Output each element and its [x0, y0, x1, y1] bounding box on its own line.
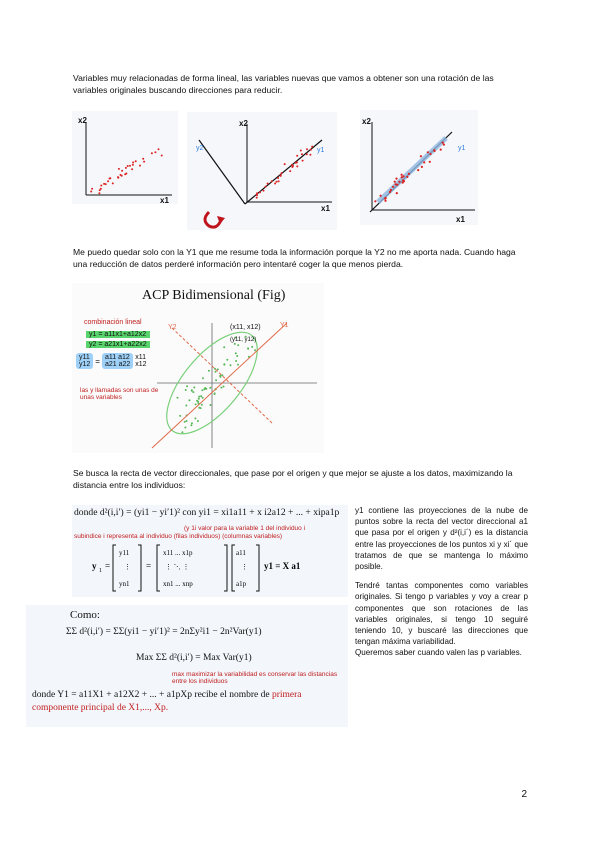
matrix-formula-svg	[72, 539, 348, 599]
scatter-dot	[192, 391, 194, 393]
scatter-dot	[198, 407, 200, 409]
axis-y2-label: y2	[196, 145, 204, 152]
scatter-dot	[256, 192, 258, 194]
scatter-dot	[109, 177, 111, 179]
scatter-dot	[280, 175, 282, 177]
scatter-dot	[420, 155, 422, 157]
scatter-dot	[296, 162, 298, 164]
scatter-dot	[90, 191, 92, 193]
sum-equation: ΣΣ d²(i,i′) = ΣΣ(yi1 − yi′1)² = 2nΣy²i1 − 2n²Var(y1)	[66, 627, 262, 637]
scatter-dot	[402, 175, 404, 177]
scatter-dot	[186, 385, 188, 387]
acp-y1-label: Y2	[168, 324, 177, 331]
scatter-dot	[195, 403, 197, 405]
scatter-dot	[274, 183, 276, 185]
axis-x1-label-2: x1	[321, 204, 330, 213]
vector-paragraph: Se busca la recta de vector direccionales, que pase por el origen y que mejor se ajuste a los datos, maximizando la distancia entre los individuos:	[73, 468, 513, 490]
acp-y2-label: Y1	[280, 322, 289, 329]
scatter-dot	[191, 389, 193, 391]
scatter-dot	[120, 174, 122, 176]
scatter-dot	[301, 153, 303, 155]
scatter-dot	[223, 346, 225, 348]
scatter-dot	[311, 146, 313, 148]
scatter-sketch-3	[360, 110, 478, 225]
scatter-dot	[181, 431, 183, 433]
scatter-dot	[158, 148, 160, 150]
distance-annotation-2: subindice i representa al individuo (filas individuos) (columnas variables)	[74, 533, 283, 540]
scatter-dot	[121, 170, 123, 172]
svg-text:a1p: a1p	[236, 580, 247, 588]
scatter-dot	[202, 397, 204, 399]
scatter-dot	[234, 343, 236, 345]
scatter-dot	[306, 153, 308, 155]
scatter-dot	[125, 173, 127, 175]
scatter-dot	[251, 346, 253, 348]
scatter-dot	[132, 164, 134, 166]
scatter-dot	[302, 160, 304, 162]
side-paragraph-1: y1 contiene las proyecciones de la nube de puntos sobre la recta del vector direccional a1 que pasa por el origen y d²(i,i´) es la distancia entre las proyecciones de los puntos xi y xi´ que tratamos de que se mantenga lo máximo posible.	[355, 506, 528, 572]
scatter-dot	[306, 148, 308, 150]
scatter-dot	[433, 149, 435, 151]
scatter-dot	[223, 364, 225, 366]
scatter-dot	[429, 153, 431, 155]
scatter-dot	[265, 186, 267, 188]
svg-text:x11 ... x1p: x11 ... x1p	[163, 549, 193, 557]
eq-y2-box: y2 = a21x1+a22x2	[86, 341, 150, 348]
scatter-dot	[117, 177, 119, 179]
svg-text:=: =	[105, 561, 111, 571]
scatter-dot	[105, 183, 107, 185]
matrix-equation: y11 y12 = a11 a12 a21 a22 x11 x12	[76, 353, 147, 369]
scatter-dot	[406, 176, 408, 178]
scatter-dot	[402, 182, 404, 184]
axis-x1-label: x1	[160, 196, 169, 204]
scatter-dot	[384, 200, 386, 202]
svg-text:a11: a11	[236, 549, 246, 557]
variance-formula-box	[26, 605, 348, 727]
scatter-dot	[390, 189, 392, 191]
axis-y1-label: y1	[317, 147, 325, 154]
side-text-column	[355, 505, 528, 667]
scatter-dot	[310, 149, 312, 151]
scatter-dot	[215, 379, 217, 381]
svg-text:⋮ ⋱ ⋮: ⋮ ⋱ ⋮	[165, 563, 190, 571]
scatter-dot	[296, 165, 298, 167]
scatter-dot	[161, 155, 163, 157]
distance-formula: donde d²(i,i′) = (yi1 − yi′1)² con yi1 = xi1a11 + x i2a12 + ... + xipa1p	[74, 507, 340, 518]
scatter-dot	[235, 352, 237, 354]
scatter-dot	[277, 177, 279, 179]
scatter-dot	[417, 169, 419, 171]
eq-y1-box: y1 = a11x1+a12x2	[86, 331, 150, 338]
scatter-dot	[202, 377, 204, 379]
scatter-dot	[190, 424, 192, 426]
scatter-dot	[201, 404, 203, 406]
como-label: Como:	[70, 609, 100, 621]
component-line	[32, 689, 344, 715]
scatter-dot	[184, 421, 186, 423]
scatter-dot	[201, 389, 203, 391]
scatter-dot	[421, 166, 423, 168]
scatter-dot	[198, 398, 200, 400]
combination-label: combinación lineal	[84, 319, 142, 326]
scatter-dot	[214, 392, 216, 394]
scatter-dot	[184, 427, 186, 429]
scatter-dot	[177, 397, 179, 399]
scatter-dot	[127, 165, 129, 167]
axis-x1-label-3: x1	[456, 215, 465, 224]
component-red: primera componente principal de X1,..., Xp.	[32, 690, 302, 713]
scatter-dot	[112, 182, 114, 184]
svg-text:y: y	[92, 561, 97, 571]
scatter-dot	[427, 151, 429, 153]
scatter-dot	[107, 180, 109, 182]
scatter-dot	[200, 395, 202, 397]
scatter-dot	[185, 389, 187, 391]
scatter-dot	[98, 192, 100, 194]
scatter-dot	[210, 404, 212, 406]
axis-y1-label-3: y1	[458, 145, 466, 152]
axis-x2-label-3: x2	[362, 117, 371, 126]
scatter-sketch-1-svg	[72, 111, 178, 204]
scatter-dot	[247, 348, 249, 350]
acp-point-label2: (y11, y12)	[230, 337, 257, 343]
scatter-dot	[392, 186, 394, 188]
scatter-dot	[235, 360, 237, 362]
scatter-dot	[132, 161, 134, 163]
scatter-dot	[396, 184, 398, 186]
scatter-dot	[215, 371, 217, 373]
intro-paragraph: Variables muy relacionadas de forma lineal, las variables nuevas que vamos a obtener son una rotación de las variables originales buscando direcciones para reducir.	[73, 73, 494, 95]
svg-text:⋮: ⋮	[241, 563, 248, 571]
scatter-dot	[203, 388, 205, 390]
scatter-dot	[118, 168, 120, 170]
scatter-dot	[256, 197, 258, 199]
scatter-dot	[129, 165, 131, 167]
scatter-dot	[380, 195, 382, 197]
scatter-dot	[254, 349, 256, 351]
scatter-dot	[263, 190, 265, 192]
distance-annotation: (y 1i valor para la variable 1 del individuo i	[184, 525, 306, 532]
scatter-dot	[271, 180, 273, 182]
axis-x2-label: x2	[78, 116, 87, 125]
svg-text:⋮: ⋮	[124, 563, 131, 571]
scatter-dot	[401, 174, 403, 176]
scatter-dot	[125, 167, 127, 169]
scatter-sketch-2-svg	[187, 112, 337, 230]
scatter-dot	[197, 401, 199, 403]
acp-point-label: (x11, x12)	[230, 324, 261, 331]
scatter-dot	[296, 155, 298, 157]
scatter-dot	[440, 149, 442, 151]
scatter-sketch-2	[187, 112, 337, 230]
scatter-dot	[185, 405, 187, 407]
scatter-dot	[384, 198, 386, 200]
scatter-dot	[209, 387, 211, 389]
scatter-dot	[131, 168, 133, 170]
scatter-dot	[100, 185, 102, 187]
scatter-sketch-1	[72, 111, 178, 204]
scatter-dot	[226, 359, 228, 361]
scatter-dot	[208, 370, 210, 372]
scatter-dot	[289, 170, 291, 172]
scatter-dot	[197, 420, 199, 422]
scatter-dot	[278, 180, 280, 182]
svg-text:y11: y11	[119, 549, 130, 557]
scatter-dot	[139, 165, 141, 167]
scatter-dot	[394, 181, 396, 183]
scatter-dot	[237, 364, 239, 366]
scatter-dot	[151, 152, 153, 154]
scatter-dot	[217, 368, 219, 370]
scatter-dot	[300, 150, 302, 152]
scatter-dot	[267, 183, 269, 185]
axis-x2-label-2: x2	[239, 119, 248, 128]
scatter-dot	[154, 151, 156, 153]
scatter-dot	[188, 399, 190, 401]
scatter-dot	[408, 173, 410, 175]
max-equation: Max ΣΣ d²(i,i′) = Max Var(y1)	[136, 653, 252, 663]
scatter-dot	[191, 422, 193, 424]
side-paragraph-3: Queremos saber cuando valen las p variables.	[355, 648, 522, 658]
scatter-dot	[443, 144, 445, 146]
scatter-dot	[219, 376, 221, 378]
scatter-dot	[256, 194, 258, 196]
matrix-eq-label: y1 = X a1	[264, 561, 301, 571]
scatter-dot	[429, 161, 431, 163]
scatter-dot	[237, 344, 239, 346]
page-number: 2	[521, 789, 527, 800]
svg-text:yn1: yn1	[119, 580, 130, 588]
scatter-dot	[135, 160, 137, 162]
scatter-dot	[374, 200, 376, 202]
scatter-dot	[230, 364, 232, 366]
svg-text:xn1 ... xnp: xn1 ... xnp	[163, 580, 193, 588]
scatter-dot	[309, 154, 311, 156]
max-note: max maximizar la variabilidad es conservar las distancias entre los individuos	[172, 671, 338, 685]
scatter-dot	[143, 161, 145, 163]
scatter-dot	[91, 188, 93, 190]
scatter-sketch-3-svg	[360, 110, 478, 225]
side-paragraph-2: Tendré tantas componentes como variables originales. Si tengo p variables y voy a crear p componentes que son rotaciones de las variables originales, si tengo 10 seguiré teniendo 10, y buscaré las direcciones que tengan máxima variabilidad.	[355, 581, 528, 647]
scatter-dot	[223, 386, 225, 388]
matrix-note: las y llamadas son unas de unas variables	[80, 387, 159, 401]
scatter-dot	[194, 417, 196, 419]
acp-bidimensional-figure	[72, 283, 324, 453]
scatter-dot	[186, 420, 188, 422]
reduction-paragraph: Me puedo quedar solo con la Y1 que me resume toda la información porque la Y2 no me aporta nada. Cuando haga una reducción de datos perderé información pero intentaré coger la que menos pierda.	[73, 247, 516, 269]
distance-formula-box	[72, 505, 348, 597]
scatter-dot	[259, 191, 261, 193]
scatter-dot	[389, 191, 391, 193]
scatter-dot	[292, 165, 294, 167]
scatter-dot	[396, 192, 398, 194]
scatter-dot	[398, 181, 400, 183]
scatter-dot	[281, 172, 283, 174]
scatter-dot	[395, 178, 397, 180]
scatter-dot	[423, 161, 425, 163]
scatter-dot	[198, 396, 200, 398]
scatter-dot	[276, 181, 278, 183]
component-prefix: donde Y1 = a11X1 + a12X2 + ... + a1pXp recibe el nombre de	[32, 690, 270, 700]
scatter-dot	[99, 189, 101, 191]
scatter-dot	[236, 355, 238, 357]
svg-text:1: 1	[99, 568, 102, 574]
scatter-dot	[220, 387, 222, 389]
scatter-dot	[442, 142, 444, 144]
scatter-dot	[179, 415, 181, 417]
scatter-dot	[193, 386, 195, 388]
scatter-dot	[142, 158, 144, 160]
acp-title: ACP Bidimensional (Fig)	[142, 288, 286, 303]
scatter-dot	[284, 163, 286, 165]
svg-text:=: =	[146, 561, 152, 571]
